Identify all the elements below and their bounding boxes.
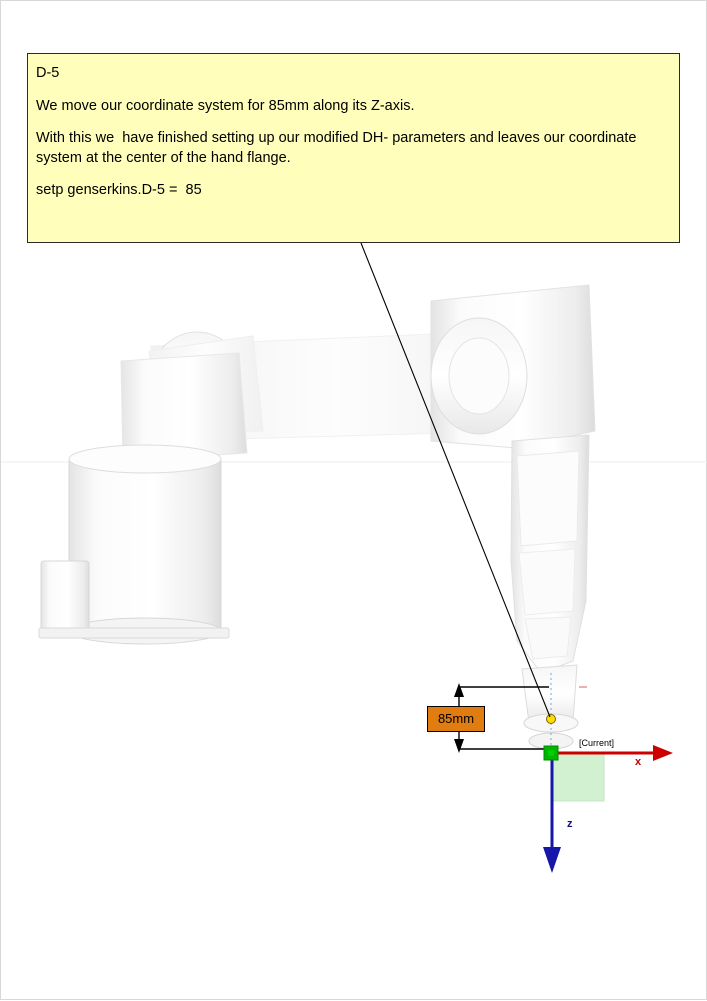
note-spacer-1 xyxy=(36,84,671,97)
axis-x-label: x xyxy=(635,756,642,768)
note-command: setp genserkins.D-5 = 85 xyxy=(36,182,202,199)
note-spacer-3 xyxy=(36,168,671,181)
note-spacer-2 xyxy=(36,116,671,129)
dimension-label-85mm: 85mm xyxy=(427,706,485,732)
note-title: D-5 xyxy=(36,65,60,81)
current-frame-label: [Current] xyxy=(579,738,615,748)
annotation-note-box xyxy=(27,53,680,243)
note-paragraph-2: With this we have finished setting up our modified DH- parameters and leaves our coordinate system at the center of the hand flange. xyxy=(36,130,641,166)
note-paragraph-1: We move our coordinate system for 85mm along its Z-axis. xyxy=(36,97,415,114)
axis-z-label: z xyxy=(567,818,573,830)
